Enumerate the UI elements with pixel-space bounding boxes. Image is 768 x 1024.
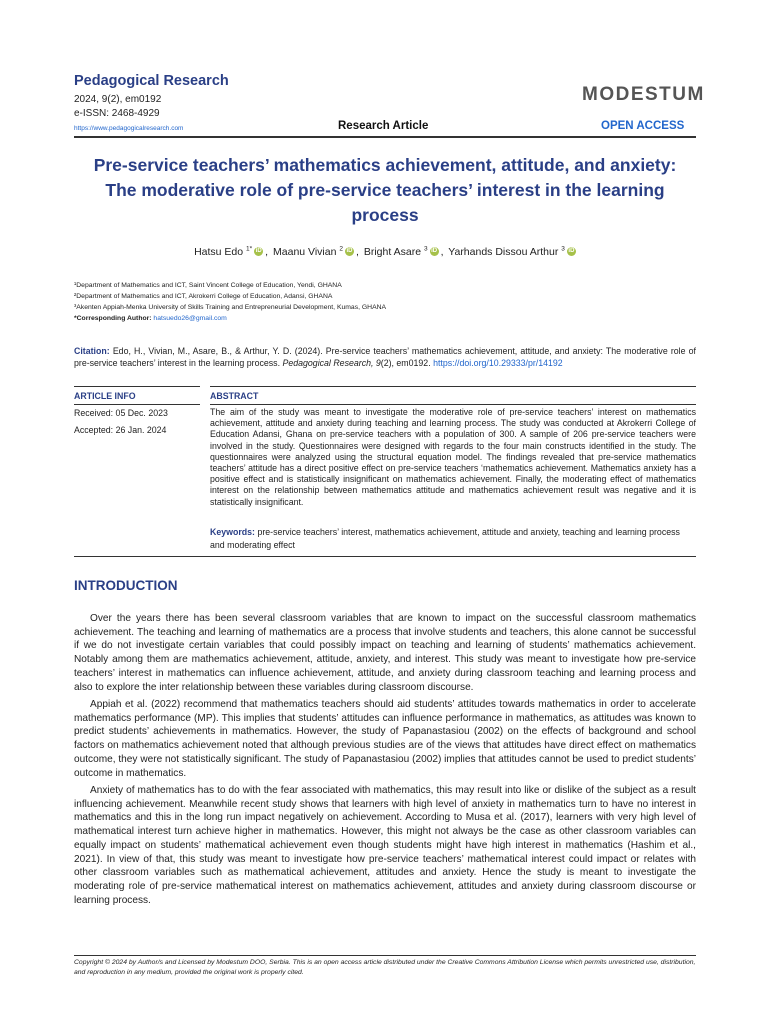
section-heading-introduction: INTRODUCTION <box>74 578 178 593</box>
abstract-rule <box>210 404 696 405</box>
orcid-icon[interactable]: iD <box>255 248 262 255</box>
affiliation-3: ³Akenten Appiah-Menka University of Skills Training and Entrepreneurial Development, Kumas, GHANA <box>74 304 387 311</box>
abstract-bottom-rule <box>74 556 696 557</box>
article-title: Pre-service teachers’ mathematics achievement, attitude, and anxiety: The moderative role of pre-service teachers’ interest in the learning process <box>93 155 677 225</box>
footer-divider <box>74 955 696 956</box>
orcid-icon[interactable]: iD <box>568 248 575 255</box>
author-3: Bright Asare $^3$ iD <box>363 245 438 258</box>
article-type: Research Article <box>338 120 429 132</box>
author-list: Hatsu Edo $^{1*}$ iD , Maanu Vivian $^2$ iD , Bright Asare $^3$ iD , Yarhands Dissou Arthur $^3$ iD <box>194 245 575 258</box>
abstract-text: The aim of the study was meant to investigate the moderative role of pre-service teachers’ interest on mathematics achievement, attitude and anxiety during teaching and learning process. The study was conducted at Akrokerri College of Education Adansi, Ghana on pre-service teachers with a population of 300. A sample of 206 pre-service teachers were involved in the study. Questionnaires were designed with regards to the four main constructs identified in the study. The questionnaires were analyzed using the structural equation model. The findings revealed that pre-service mathematics teachers’ attitude has a direct positive effect on pre-service teachers ‘mathematics achievement. Mathematics anxiety has a positive effect and is statistically insignificant on mathematics achievement. Finally, the moderating effect of mathematics interest on the relationship between mathematics attitude and mathematics achievement result was negative and it is statistically insignificant. <box>210 407 696 507</box>
journal-url-link[interactable]: https://www.pedagogicalresearch.com <box>74 125 184 132</box>
open-access-label: OPEN ACCESS <box>601 120 685 132</box>
corresponding-author: *Corresponding Author: hatsuedo26@gmail.com <box>74 315 227 322</box>
keywords: Keywords: pre-service teachers’ interest, mathematics achievement, attitude and anxiety, teaching and learning process and moderating effect <box>210 527 680 550</box>
article-info-rule <box>74 404 200 405</box>
abstract-top-rule <box>210 386 696 387</box>
orcid-icon[interactable]: iD <box>346 248 353 255</box>
copyright-footer: Copyright © 2024 by Author/s and Licensed by Modestum DOO, Serbia. This is an open access article distributed under the Creative Commons Attribution License which permits unrestricted use, distribution, and reproduction in any medium, provided the original work is properly cited. <box>74 959 696 976</box>
intro-paragraph-1: Over the years there has been several classroom variables that are known to impact on the successful classroom mathematics achievement. The teaching and learning of mathematics are a process that involve students and teachers, this alone cannot be successful if we do not investigate certain variables that could possibly impact on teaching and learning of students’ mathematics achievement. Notably among them are mathematics achievement, attitude, anxiety, and interest. This study was meant to investigate how pre-service teachers’ interest in mathematics can influence achievement, attitude, and anxiety during classroom teaching and learning process and also to explore the inter relationship between these variables during classroom discourse. <box>74 613 696 693</box>
abstract-heading: ABSTRACT <box>210 391 259 401</box>
author-1: Hatsu Edo $^{1*}$ iD <box>194 245 262 258</box>
orcid-icon[interactable]: iD <box>431 248 438 255</box>
journal-title: Pedagogical Research <box>74 73 229 89</box>
received-date: Received: 05 Dec. 2023 <box>74 408 168 418</box>
intro-paragraph-3: Anxiety of mathematics has to do with the fear associated with mathematics, this may result into like or dislike of the subject as a result influencing achievement. Meanwhile recent study shows that learners with high level of anxiety in mathematics turn to have no interest in mathematics and this in the long run impact negatively on achievement. According to Musa et al. (2017), learners with very high level of mathematical interest turn achieve higher in mathematics. However, this might not always be the case as other classroom variables can equally impact on students’ mathematical achievement even though students might have high interest in mathematics (Hashim et al., 2021). In view of that, this study was meant to investigate how pre-service teachers’ mathematical interest could impact or relates with other classroom variables such as mathematical achievement, attitudes and anxiety. Hence the study is meant to investigate the moderating role of pre-service mathematical interest on mathematics achievement, attitudes and anxiety during classroom discourse or learning process. <box>74 785 696 906</box>
author-2: Maanu Vivian $^2$ iD <box>273 245 353 258</box>
corresponding-email-link[interactable]: hatsuedo26@gmail.com <box>153 315 227 322</box>
publisher-logo: MODESTUM <box>582 84 705 105</box>
author-4: Yarhands Dissou Arthur $^3$ iD <box>448 245 575 258</box>
volume-info: 2024, 9(2), em0192 <box>74 94 162 105</box>
affiliation-2: ²Department of Mathematics and ICT, Akrokerri College of Education, Adansi, GHANA <box>74 293 333 300</box>
header-divider <box>74 136 696 138</box>
intro-paragraph-2: Appiah et al. (2022) recommend that mathematics teachers should aid students’ attitudes towards mathematics in order to accelerate mathematics performance (MP). This implies that students’ attitudes can influence performance in mathematics, as attitudes was known to predict students’ achievements in mathematics. However, the study of Papanastasiou (2002) on the effects of background and school factors on mathematics achievement noted that although previous studies are of the views that attitudes have direct effect on mathematics outcome, they were not statistically significant. The study of Papanastasiou (2002) implies that attitudes cannot be used to predict students’ outcome in mathematics. <box>74 699 696 779</box>
accepted-date: Accepted: 26 Jan. 2024 <box>74 425 167 435</box>
issn: e-ISSN: 2468-4929 <box>74 108 160 119</box>
affiliation-1: ¹Department of Mathematics and ICT, Saint Vincent College of Education, Yendi, GHANA <box>74 282 342 289</box>
article-info-top-rule <box>74 386 200 387</box>
article-info-heading: ARTICLE INFO <box>74 391 136 401</box>
citation-block: Citation: Edo, H., Vivian, M., Asare, B., & Arthur, Y. D. (2024). Pre-service teachers’ mathematics achievement, attitude, and anxiety: The moderative role of pre-service teachers’ interest in the learning process. Pedagogical Research, 9(2), em0192. https://doi.org/10.29333/pr/14192 <box>74 346 696 368</box>
doi-link[interactable]: https://doi.org/10.29333/pr/14192 <box>433 358 563 368</box>
